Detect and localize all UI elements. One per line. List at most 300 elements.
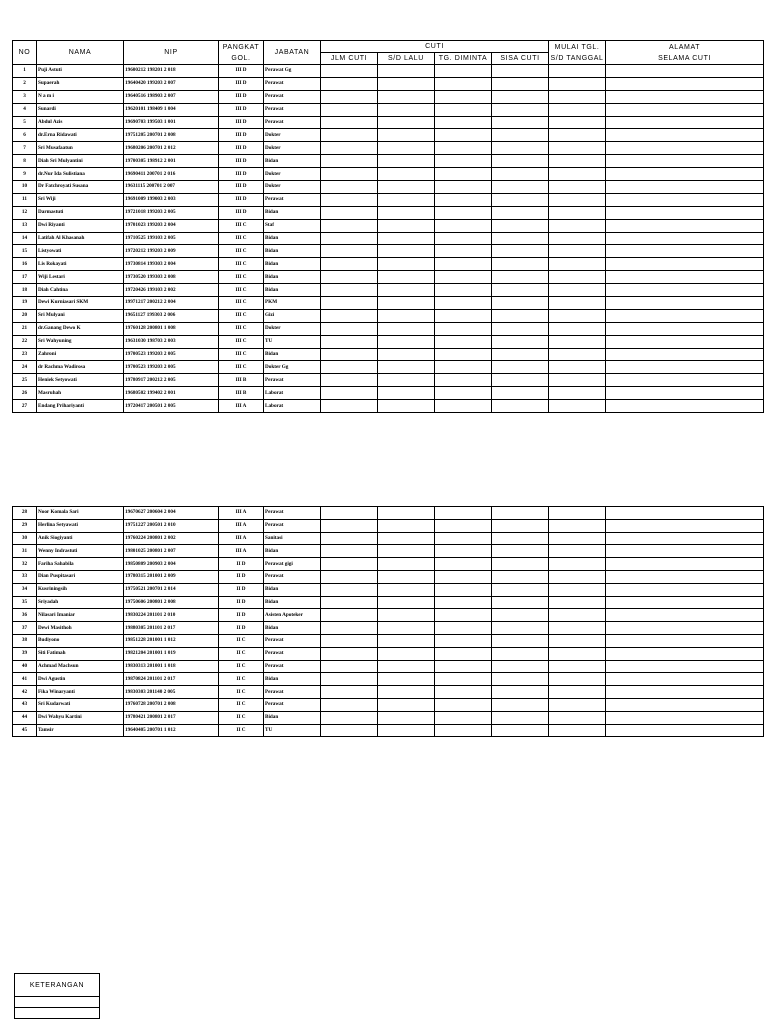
cell-no: 26: [13, 387, 37, 400]
cell-tg-diminta: [435, 532, 492, 545]
cell-sisa-cuti: [492, 647, 549, 660]
table-row: [13, 400, 764, 413]
cell-alamat: [606, 596, 764, 609]
cell-alamat: [606, 206, 764, 219]
cell-jlm-cuti: [321, 545, 378, 558]
cell-tg-diminta: [435, 596, 492, 609]
cell-alamat: [606, 271, 764, 284]
cell-nip: 19720426 199103 2 002: [124, 284, 219, 297]
cell-alamat: [606, 129, 764, 142]
cell-no: 29: [13, 519, 37, 532]
cell-pangkat-gol: III D: [219, 206, 264, 219]
cell-nama: dr Rachma Wadirosa: [37, 361, 124, 374]
header-sisa-cuti: SISA CUTI: [492, 53, 549, 65]
cell-nama: dr.Ganang Dewo K: [37, 322, 124, 335]
cell-alamat: [606, 724, 764, 737]
cell-tg-diminta: [435, 65, 492, 78]
table-row: [13, 532, 764, 545]
cell-jabatan: Dokter: [264, 181, 321, 194]
cell-jlm-cuti: [321, 647, 378, 660]
cell-jabatan: Bidan: [264, 232, 321, 245]
cell-alamat: [606, 168, 764, 181]
table-row: [13, 686, 764, 699]
cell-nip: 19851228 201001 1 012: [124, 634, 219, 647]
cell-sisa-cuti: [492, 698, 549, 711]
cell-no: 27: [13, 400, 37, 413]
cell-nip: 19760128 200801 1 008: [124, 322, 219, 335]
cell-mulai-tgl: [549, 634, 606, 647]
cell-alamat: [606, 374, 764, 387]
cell-jlm-cuti: [321, 155, 378, 168]
cell-tg-diminta: [435, 142, 492, 155]
cell-pangkat-gol: III C: [219, 284, 264, 297]
cell-nama: dr.Nur Ida Sulistiana: [37, 168, 124, 181]
cell-nip: 19640516 198903 2 007: [124, 90, 219, 103]
cell-alamat: [606, 686, 764, 699]
cell-alamat: [606, 558, 764, 571]
table-body-page2: [13, 507, 764, 737]
cell-nama: Sri Wahyuning: [37, 335, 124, 348]
table-row: [13, 673, 764, 686]
cell-pangkat-gol: III A: [219, 400, 264, 413]
cell-pangkat-gol: II D: [219, 622, 264, 635]
cell-alamat: [606, 400, 764, 413]
cell-sd-lalu: [378, 532, 435, 545]
cell-sisa-cuti: [492, 335, 549, 348]
cell-sd-lalu: [378, 711, 435, 724]
cell-sisa-cuti: [492, 519, 549, 532]
cell-jabatan: Perawat: [264, 698, 321, 711]
cell-nama: Fariha Sahabila: [37, 558, 124, 571]
cell-sisa-cuti: [492, 116, 549, 129]
cell-no: 9: [13, 168, 37, 181]
cell-sisa-cuti: [492, 361, 549, 374]
cell-no: 34: [13, 583, 37, 596]
cell-sd-lalu: [378, 724, 435, 737]
cell-jlm-cuti: [321, 400, 378, 413]
cell-sd-lalu: [378, 387, 435, 400]
cell-mulai-tgl: [549, 673, 606, 686]
cell-nip: 19720212 199203 2 009: [124, 245, 219, 258]
cell-no: 13: [13, 219, 37, 232]
cell-mulai-tgl: [549, 245, 606, 258]
keterangan-line: [15, 997, 100, 1008]
cell-alamat: [606, 361, 764, 374]
cell-no: 14: [13, 232, 37, 245]
cell-no: 12: [13, 206, 37, 219]
cell-nip: 19700305 198912 2 001: [124, 155, 219, 168]
table-row: [13, 634, 764, 647]
cell-mulai-tgl: [549, 129, 606, 142]
cell-sd-lalu: [378, 245, 435, 258]
cell-no: 8: [13, 155, 37, 168]
cell-nama: N a m i: [37, 90, 124, 103]
cell-sd-lalu: [378, 181, 435, 194]
header-pangkat-line2: GOL.: [231, 54, 251, 62]
cell-tg-diminta: [435, 181, 492, 194]
cell-nama: Latifah Al Khasanah: [37, 232, 124, 245]
cell-no: 42: [13, 686, 37, 699]
cell-alamat: [606, 570, 764, 583]
table-row: [13, 90, 764, 103]
cell-no: 23: [13, 348, 37, 361]
cell-jlm-cuti: [321, 181, 378, 194]
cell-no: 17: [13, 271, 37, 284]
cell-no: 36: [13, 609, 37, 622]
cell-pangkat-gol: II D: [219, 596, 264, 609]
cell-nip: 19971217 200212 2 004: [124, 297, 219, 310]
table-row: [13, 142, 764, 155]
cell-jabatan: Perawat: [264, 634, 321, 647]
cell-nip: 19870824 201101 2 017: [124, 673, 219, 686]
cell-nip: 19830224 201101 2 010: [124, 609, 219, 622]
cell-alamat: [606, 711, 764, 724]
cell-no: 41: [13, 673, 37, 686]
cell-jlm-cuti: [321, 570, 378, 583]
cell-sd-lalu: [378, 622, 435, 635]
cell-sd-lalu: [378, 570, 435, 583]
cell-pangkat-gol: III A: [219, 532, 264, 545]
cell-tg-diminta: [435, 90, 492, 103]
cell-jabatan: Dokter: [264, 142, 321, 155]
cell-nama: Masruhah: [37, 387, 124, 400]
cell-tg-diminta: [435, 258, 492, 271]
cell-mulai-tgl: [549, 232, 606, 245]
cell-sisa-cuti: [492, 309, 549, 322]
cell-tg-diminta: [435, 634, 492, 647]
cell-pangkat-gol: III B: [219, 387, 264, 400]
cell-no: 21: [13, 322, 37, 335]
cell-nip: 19830303 201140 2 005: [124, 686, 219, 699]
cell-sisa-cuti: [492, 596, 549, 609]
cell-sisa-cuti: [492, 142, 549, 155]
cell-jlm-cuti: [321, 519, 378, 532]
table-header: [13, 41, 764, 65]
cell-no: 40: [13, 660, 37, 673]
cell-jabatan: Bidan: [264, 155, 321, 168]
cell-sd-lalu: [378, 361, 435, 374]
cell-sd-lalu: [378, 545, 435, 558]
leave-register-table: [12, 40, 764, 413]
cell-tg-diminta: [435, 155, 492, 168]
cell-jabatan: Sanitasi: [264, 532, 321, 545]
cell-jlm-cuti: [321, 168, 378, 181]
cell-pangkat-gol: III D: [219, 181, 264, 194]
cell-nama: Wenny Indrastuti: [37, 545, 124, 558]
cell-sd-lalu: [378, 90, 435, 103]
cell-jabatan: Perawat: [264, 570, 321, 583]
header-mulai-line1: MULAI TGL.: [554, 43, 600, 51]
cell-nip: 19720417 200501 2 005: [124, 400, 219, 413]
cell-mulai-tgl: [549, 155, 606, 168]
cell-sd-lalu: [378, 634, 435, 647]
cell-jlm-cuti: [321, 335, 378, 348]
table-row: [13, 724, 764, 737]
cell-sisa-cuti: [492, 193, 549, 206]
cell-no: 30: [13, 532, 37, 545]
cell-nama: Wiji Lestari: [37, 271, 124, 284]
table-row: [13, 271, 764, 284]
cell-sisa-cuti: [492, 660, 549, 673]
cell-mulai-tgl: [549, 609, 606, 622]
cell-jlm-cuti: [321, 116, 378, 129]
cell-sd-lalu: [378, 142, 435, 155]
table-row: [13, 335, 764, 348]
cell-sisa-cuti: [492, 181, 549, 194]
cell-sd-lalu: [378, 686, 435, 699]
cell-pangkat-gol: II C: [219, 673, 264, 686]
cell-sd-lalu: [378, 609, 435, 622]
cell-mulai-tgl: [549, 193, 606, 206]
cell-no: 31: [13, 545, 37, 558]
cell-mulai-tgl: [549, 660, 606, 673]
cell-jabatan: Laborat: [264, 400, 321, 413]
cell-tg-diminta: [435, 77, 492, 90]
table-row: [13, 374, 764, 387]
cell-mulai-tgl: [549, 168, 606, 181]
cell-tg-diminta: [435, 219, 492, 232]
table-row: [13, 558, 764, 571]
cell-no: 28: [13, 507, 37, 520]
cell-jabatan: Bidan: [264, 284, 321, 297]
cell-jabatan: Perawat: [264, 116, 321, 129]
cell-jlm-cuti: [321, 206, 378, 219]
cell-mulai-tgl: [549, 532, 606, 545]
cell-tg-diminta: [435, 348, 492, 361]
cell-no: 35: [13, 596, 37, 609]
cell-jabatan: TU: [264, 724, 321, 737]
cell-mulai-tgl: [549, 647, 606, 660]
cell-nama: Achmad Machsun: [37, 660, 124, 673]
cell-mulai-tgl: [549, 596, 606, 609]
table-row: [13, 622, 764, 635]
keterangan-label: KETERANGAN: [15, 974, 100, 997]
cell-jabatan: Bidan: [264, 206, 321, 219]
cell-nip: 19691009 199003 2 003: [124, 193, 219, 206]
cell-jlm-cuti: [321, 322, 378, 335]
cell-jabatan: Asisten Apoteker: [264, 609, 321, 622]
cell-sd-lalu: [378, 168, 435, 181]
cell-nama: Noor Komala Sari: [37, 507, 124, 520]
cell-pangkat-gol: II D: [219, 583, 264, 596]
cell-nama: Nilasari Imaniar: [37, 609, 124, 622]
cell-sd-lalu: [378, 647, 435, 660]
cell-jlm-cuti: [321, 673, 378, 686]
cell-alamat: [606, 77, 764, 90]
cell-nama: Fika Winaryanti: [37, 686, 124, 699]
cell-no: 19: [13, 297, 37, 310]
cell-pangkat-gol: III D: [219, 155, 264, 168]
cell-nip: 19760728 200701 2 008: [124, 698, 219, 711]
cell-sisa-cuti: [492, 65, 549, 78]
cell-mulai-tgl: [549, 142, 606, 155]
header-jlm-cuti: JLM CUTI: [321, 53, 378, 65]
cell-jlm-cuti: [321, 65, 378, 78]
cell-tg-diminta: [435, 374, 492, 387]
cell-nama: Diah Cahtina: [37, 284, 124, 297]
cell-tg-diminta: [435, 232, 492, 245]
cell-tg-diminta: [435, 245, 492, 258]
cell-nip: 19690411 200701 2 016: [124, 168, 219, 181]
cell-sisa-cuti: [492, 387, 549, 400]
cell-sisa-cuti: [492, 271, 549, 284]
header-alamat-line1: ALAMAT: [669, 43, 701, 51]
cell-pangkat-gol: III D: [219, 168, 264, 181]
cell-jlm-cuti: [321, 129, 378, 142]
cell-pangkat-gol: III A: [219, 545, 264, 558]
cell-nip: 19710525 199103 2 005: [124, 232, 219, 245]
cell-jabatan: Staf: [264, 219, 321, 232]
cell-no: 32: [13, 558, 37, 571]
cell-jabatan: Perawat: [264, 103, 321, 116]
cell-sisa-cuti: [492, 129, 549, 142]
cell-pangkat-gol: III D: [219, 65, 264, 78]
cell-pangkat-gol: III D: [219, 90, 264, 103]
cell-nip: 19850809 200903 2 004: [124, 558, 219, 571]
cell-nip: 19631030 198703 2 003: [124, 335, 219, 348]
cell-mulai-tgl: [549, 698, 606, 711]
cell-sd-lalu: [378, 77, 435, 90]
cell-nip: 19721018 199203 2 005: [124, 206, 219, 219]
cell-pangkat-gol: III C: [219, 245, 264, 258]
table-row: [13, 609, 764, 622]
cell-mulai-tgl: [549, 116, 606, 129]
cell-nama: Puji Astuti: [37, 65, 124, 78]
cell-pangkat-gol: II C: [219, 660, 264, 673]
cell-jlm-cuti: [321, 596, 378, 609]
cell-pangkat-gol: II C: [219, 647, 264, 660]
cell-sd-lalu: [378, 322, 435, 335]
cell-tg-diminta: [435, 297, 492, 310]
cell-mulai-tgl: [549, 103, 606, 116]
cell-jlm-cuti: [321, 271, 378, 284]
cell-tg-diminta: [435, 622, 492, 635]
cell-pangkat-gol: III C: [219, 219, 264, 232]
cell-nama: Endang Prihariyanti: [37, 400, 124, 413]
cell-nama: dr.Erna Ridawati: [37, 129, 124, 142]
cell-sisa-cuti: [492, 168, 549, 181]
cell-jabatan: Bidan: [264, 711, 321, 724]
cell-sd-lalu: [378, 284, 435, 297]
cell-sisa-cuti: [492, 570, 549, 583]
cell-tg-diminta: [435, 335, 492, 348]
cell-nama: Darmastuti: [37, 206, 124, 219]
cell-mulai-tgl: [549, 297, 606, 310]
cell-nama: Supaerah: [37, 77, 124, 90]
cell-nip: 19780315 201001 2 009: [124, 570, 219, 583]
cell-alamat: [606, 103, 764, 116]
cell-mulai-tgl: [549, 519, 606, 532]
cell-sisa-cuti: [492, 219, 549, 232]
cell-mulai-tgl: [549, 622, 606, 635]
cell-alamat: [606, 647, 764, 660]
cell-sisa-cuti: [492, 634, 549, 647]
cell-sd-lalu: [378, 335, 435, 348]
cell-tg-diminta: [435, 686, 492, 699]
cell-alamat: [606, 193, 764, 206]
cell-tg-diminta: [435, 309, 492, 322]
cell-nama: Diah Sri Mulyantini: [37, 155, 124, 168]
cell-jlm-cuti: [321, 103, 378, 116]
cell-nip: 19780917 200212 2 005: [124, 374, 219, 387]
cell-no: 44: [13, 711, 37, 724]
cell-jabatan: PKM: [264, 297, 321, 310]
cell-tg-diminta: [435, 519, 492, 532]
cell-no: 22: [13, 335, 37, 348]
table-row: [13, 647, 764, 660]
cell-jabatan: Laborat: [264, 387, 321, 400]
cell-jlm-cuti: [321, 532, 378, 545]
header-no: NO: [13, 41, 37, 65]
table-row: [13, 361, 764, 374]
cell-jabatan: TU: [264, 335, 321, 348]
table-row: [13, 181, 764, 194]
cell-nip: 19730814 199303 2 004: [124, 258, 219, 271]
header-tg-diminta: TG. DIMINTA: [435, 53, 492, 65]
table-row: [13, 77, 764, 90]
cell-pangkat-gol: III D: [219, 142, 264, 155]
cell-tg-diminta: [435, 647, 492, 660]
cell-tg-diminta: [435, 387, 492, 400]
cell-mulai-tgl: [549, 711, 606, 724]
cell-pangkat-gol: III C: [219, 232, 264, 245]
cell-jabatan: Perawat: [264, 374, 321, 387]
cell-alamat: [606, 284, 764, 297]
cell-alamat: [606, 335, 764, 348]
cell-alamat: [606, 322, 764, 335]
cell-nip: 19830313 201001 1 018: [124, 660, 219, 673]
cell-no: 39: [13, 647, 37, 660]
cell-no: 18: [13, 284, 37, 297]
cell-pangkat-gol: III D: [219, 193, 264, 206]
cell-pangkat-gol: III C: [219, 271, 264, 284]
cell-no: 2: [13, 77, 37, 90]
cell-nama: Sri Musafaatun: [37, 142, 124, 155]
cell-jabatan: Bidan: [264, 245, 321, 258]
cell-nip: 19751205 200701 2 008: [124, 129, 219, 142]
cell-jlm-cuti: [321, 686, 378, 699]
cell-sisa-cuti: [492, 686, 549, 699]
cell-nip: 19750606 200801 2 008: [124, 596, 219, 609]
cell-jlm-cuti: [321, 387, 378, 400]
cell-nip: 19760224 200801 2 002: [124, 532, 219, 545]
cell-pangkat-gol: III C: [219, 309, 264, 322]
table-row: [13, 387, 764, 400]
cell-pangkat-gol: II D: [219, 570, 264, 583]
cell-sd-lalu: [378, 583, 435, 596]
cell-nama: Sri Mulyani: [37, 309, 124, 322]
cell-sd-lalu: [378, 596, 435, 609]
cell-jlm-cuti: [321, 77, 378, 90]
cell-mulai-tgl: [549, 181, 606, 194]
cell-mulai-tgl: [549, 374, 606, 387]
cell-mulai-tgl: [549, 322, 606, 335]
cell-sisa-cuti: [492, 90, 549, 103]
cell-jlm-cuti: [321, 284, 378, 297]
cell-jlm-cuti: [321, 558, 378, 571]
cell-nip: 19751227 200501 2 010: [124, 519, 219, 532]
cell-jabatan: Bidan: [264, 596, 321, 609]
cell-jlm-cuti: [321, 724, 378, 737]
cell-sisa-cuti: [492, 348, 549, 361]
cell-sd-lalu: [378, 129, 435, 142]
cell-no: 4: [13, 103, 37, 116]
cell-sisa-cuti: [492, 622, 549, 635]
cell-mulai-tgl: [549, 361, 606, 374]
cell-mulai-tgl: [549, 219, 606, 232]
cell-sisa-cuti: [492, 297, 549, 310]
cell-jabatan: Perawat: [264, 507, 321, 520]
